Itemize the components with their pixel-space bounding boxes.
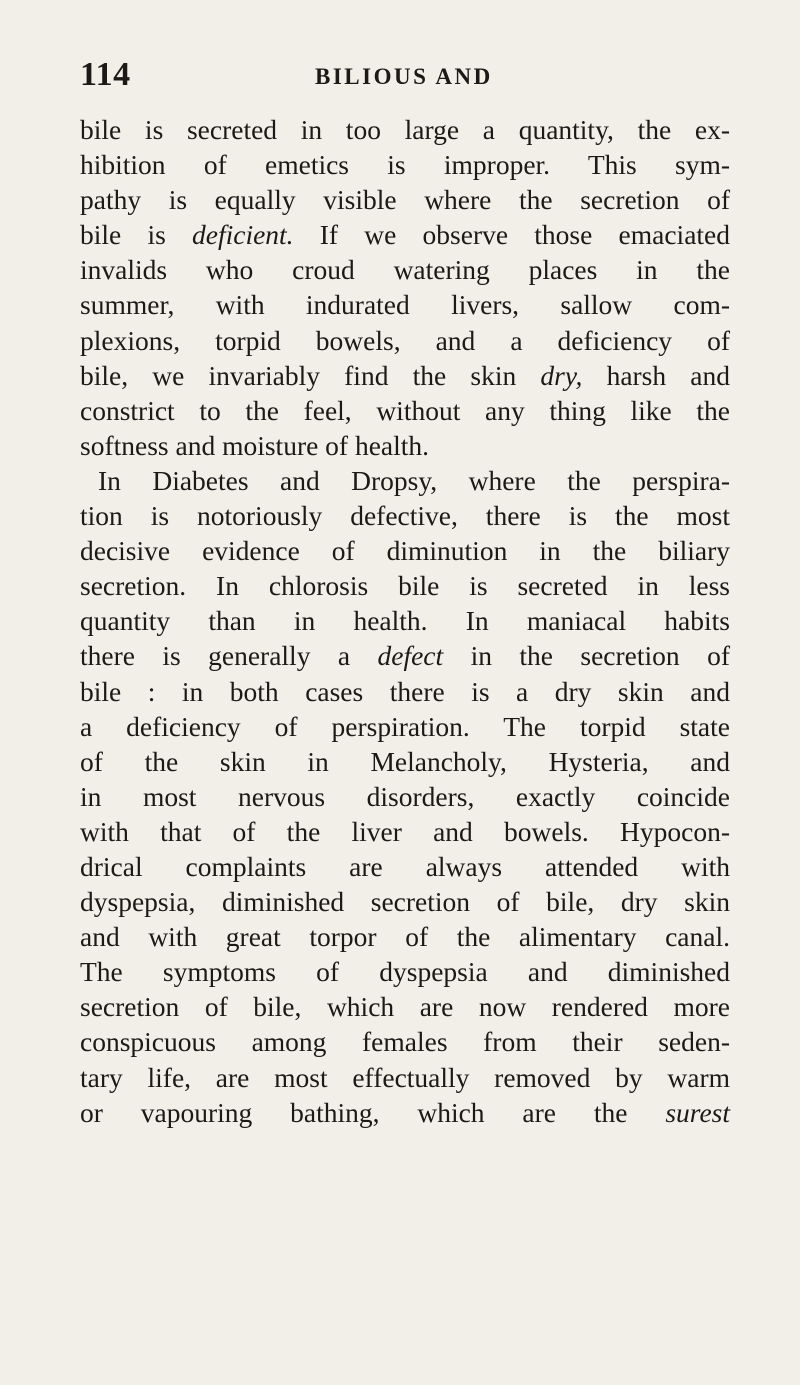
running-head: BILIOUS AND (315, 64, 493, 89)
text-segment: of the skin in Melancholy, Hysteria, and (80, 745, 730, 777)
text-segment: harsh and (582, 359, 731, 391)
text-segment: hibition of emetics is improper. This sym- (80, 149, 730, 181)
text-segment: summer, with indurated livers, sallow com- (80, 289, 730, 321)
text-segment: dyspepsia, diminished secretion of bile, dry skin (80, 886, 730, 918)
text-line (80, 217, 730, 252)
text-line (80, 428, 730, 463)
italic-text: dry, (540, 359, 583, 391)
text-line (80, 744, 730, 779)
italic-text: deficient. (192, 219, 294, 251)
text-line (80, 989, 730, 1024)
text-segment: in most nervous disorders, exactly coincide (80, 780, 730, 812)
text-line (80, 674, 730, 709)
text-line (80, 182, 730, 217)
text-line (80, 709, 730, 744)
text-line (80, 954, 730, 989)
text-line (80, 393, 730, 428)
text-segment: If we observe those emaciated (293, 219, 730, 251)
text-segment: tion is notoriously defective, there is the most (80, 500, 730, 532)
text-segment: there is generally a (80, 640, 378, 672)
text-segment: plexions, torpid bowels, and a deficiency of (80, 324, 730, 356)
text-line (80, 463, 730, 498)
text-segment: in the secretion of (443, 640, 730, 672)
text-line (80, 849, 730, 884)
text-line (80, 884, 730, 919)
text-segment: drical complaints are always attended with (80, 850, 730, 882)
text-line (80, 358, 730, 393)
text-line (80, 814, 730, 849)
text-segment: The symptoms of dyspepsia and diminished (80, 956, 730, 988)
italic-text: defect (377, 640, 444, 672)
text-segment: constrict to the feel, without any thing like the (80, 394, 730, 426)
text-line (80, 779, 730, 814)
text-line (80, 603, 730, 638)
text-line (80, 498, 730, 533)
text-segment: conspicuous among females from their seden- (80, 1026, 730, 1058)
italic-text: surest (665, 1096, 730, 1128)
text-segment: decisive evidence of diminution in the biliary (80, 535, 730, 567)
text-segment: quantity than in health. In maniacal habits (80, 605, 730, 637)
text-segment: and with great torpor of the alimentary canal. (80, 921, 730, 953)
text-segment: with that of the liver and bowels. Hypocon- (80, 815, 730, 847)
body-text (80, 112, 730, 1130)
text-segment: pathy is equally visible where the secretion of (80, 184, 730, 216)
text-line (80, 323, 730, 358)
text-line (80, 287, 730, 322)
text-segment: bile is secreted in too large a quantity, the ex- (80, 114, 730, 145)
text-segment: bile, we invariably find the skin (80, 359, 541, 391)
text-segment: softness and moisture of health. (80, 429, 430, 461)
text-segment: a deficiency of perspiration. The torpid state (80, 710, 730, 742)
text-line (80, 568, 730, 603)
text-line (80, 112, 730, 147)
text-line (80, 919, 730, 954)
text-segment: secretion of bile, which are now rendered more (80, 991, 730, 1023)
text-segment: or vapouring bathing, which are the (80, 1096, 666, 1128)
text-segment: bile : in both cases there is a dry skin and (80, 675, 730, 707)
text-line (80, 638, 730, 673)
text-line (80, 1060, 730, 1095)
text-segment: secretion. In chlorosis bile is secreted in less (80, 570, 730, 602)
text-line (80, 533, 730, 568)
text-line (80, 1095, 730, 1130)
text-line (80, 252, 730, 287)
text-segment: In Diabetes and Dropsy, where the perspira- (98, 464, 730, 496)
text-segment: tary life, are most effectually removed by warm (80, 1061, 730, 1093)
page-number: 114 (80, 56, 131, 93)
page-header (80, 56, 730, 96)
text-segment: bile is (80, 219, 192, 251)
text-segment: invalids who croud watering places in the (80, 254, 730, 286)
text-line (80, 147, 730, 182)
text-line (80, 1024, 730, 1059)
